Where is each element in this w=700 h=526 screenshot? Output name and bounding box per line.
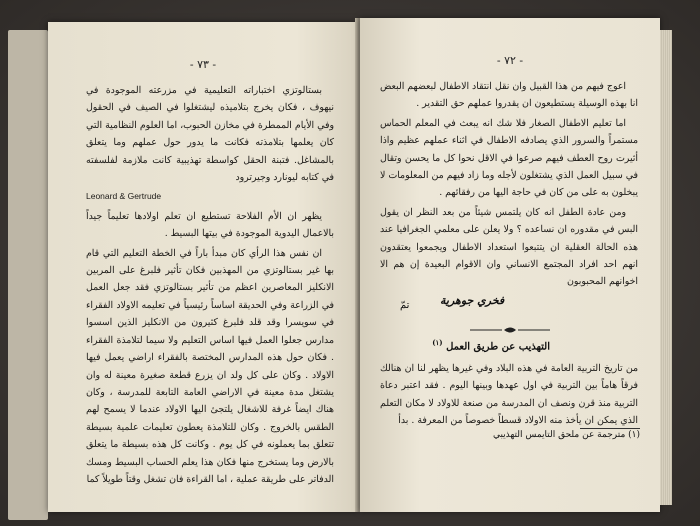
left-page-text	[86, 82, 334, 490]
section-divider	[470, 325, 550, 335]
right-page	[360, 18, 660, 512]
left-page-number: - ٧٣ -	[189, 58, 217, 71]
author-signature: فخري جوهرية	[440, 294, 505, 307]
left-page	[48, 22, 358, 512]
right-paragraph-2: اما تعليم الاطفال الصغار فلا شك انه يبعث في المعلم الحماس مستمراً والسرور الذي يصادفه الاطفال في اثناء عملهم عظيم واذا أثيرت روح العطف فيهم صرعوا في الاقل نحوا كل ما يحسن وتقال في سبيل العمل الذي يشتغلون لأجله وما زاد فيهم من المعلومات لا يبخلون به على من كان في حاجة اليها من رفقائهم .	[380, 117, 638, 199]
left-paragraph-1: بستالوتزي اختباراته التعليمية في مزرعته الموجودة في نيهوف ، فكان يخرج بتلاميذه ليشتغلوا في الصيف في الحقول وفي الأيام الممطرة في مخازن الحبوب، اما العلوم النظامية التي كان يعلمها بتلامذته فكانت ما يدور حول عملهم وما يتعلق بالمشاغل. فتبنة الحقل كواسطة تهذيبية كانت ملازمة لفلسفته في كتابه ليونارد وجيرترود	[86, 85, 334, 184]
section-title-text: التهذيب عن طريق العمل	[446, 341, 550, 353]
section-title	[432, 338, 550, 352]
section-note-mark: (١)	[432, 338, 443, 347]
book-back-cover	[8, 30, 48, 520]
page-edges	[660, 30, 672, 505]
left-latin-names: Leonard & Gertrude	[86, 191, 162, 202]
right-page-text	[380, 78, 638, 293]
footnote-rule	[580, 428, 640, 429]
right-paragraph-3: ومن عادة الطفل انه كان يلتمس شيئاً من بعد النظر ان يقول البس في مقدوره ان نساعده ؟ ولا يعلن على معلمي الجغرافيا عند هذه الحالة العقلية ان يتتبعوا استعداد الاطفال ويجمعوا يعتقدون انهم احد افراد المجتمع الانساني وان الاقوام البعيدة إن هم الا اخوانهم المحبوبون	[380, 206, 638, 288]
section-body: من تاريخ التربية العامة في هذه البلاد وفي غيرها يظهر لنا ان هنالك فرقاً هاماً بين التربية في اول عهدها وبينها اليوم . فقد اعتبر دعاة التربية منذ قرن ونصف ان المدرسة من صنعة للاولاد لا مكان التعلم الذي يمكن ان يأخذ منه الاولاد قسطاً خصوصاً من المعرفة . بدأ	[380, 363, 638, 427]
footnote: (١) مترجمة عن ملحق التايمس التهذيبي	[492, 430, 640, 440]
right-paragraph-1: اعوج فيهم من هذا القبيل وان نقل انتقاد الاطفال لبعضهم البعض انا بهذه الوسيلة يستطيعون ان يقدروا عملهم حق التقدير .	[380, 81, 638, 110]
left-paragraph-3: ان نفس هذا الرأي كان مبدأ باراً في الخطة التعليم التي قام بها غير بستالوتزي من المهذبين فكان تأثير فلبرغ على المربين الانكليز المعاصرين اعظم من تأثير بستالوتزي فقد جعل العمل في الزراعة وفي الحديقة اساساً رئيسياً في تعليمه الاولاد الفقراء في سويسرا وقد قلد فلبرغ كثيرون من الانكليز الذين اسسوا مدارس جعلوا العمل فيها اساس التعليم ولا سيما لتلامذة الفقراء . فكان حول هذه المدارس المختصة بالفقراء اراضي يعمل فيها الاولاد . وكان على كل ولد ان يزرع قطعة صغيرة معينة له وان يشتغل مدة معينة في الاراضي العامة التابعة للمدرسة ، وكان هناك ايضاً غرفة للاشغال يلتجئ اليها الاولاد عندما لا يسمح لهم الطقس بالخروج . وكان للتلامذة يعطون تعليمات علمية بسيطة تتعلق بما يعملونه في كل يوم . وكانت كل هذه بسيطة ما يتعلق بالارض وما يستخرج منها فكان هذا يعلم الحساب البسيط ومسك الدفاتر على طريقة عملية ، اما القراءة فان تشغل وقتاً طويلاً كما	[86, 247, 334, 485]
left-paragraph-2: يظهر ان الأم الفلاحة تستطيع ان تعلم اولادها تعليماً جيداً بالاعمال اليدوية الموجودة في بيتها البسيط .	[86, 210, 334, 240]
right-page-number: - ٧٢ -	[496, 54, 524, 67]
end-mark: تمّ	[400, 300, 410, 311]
